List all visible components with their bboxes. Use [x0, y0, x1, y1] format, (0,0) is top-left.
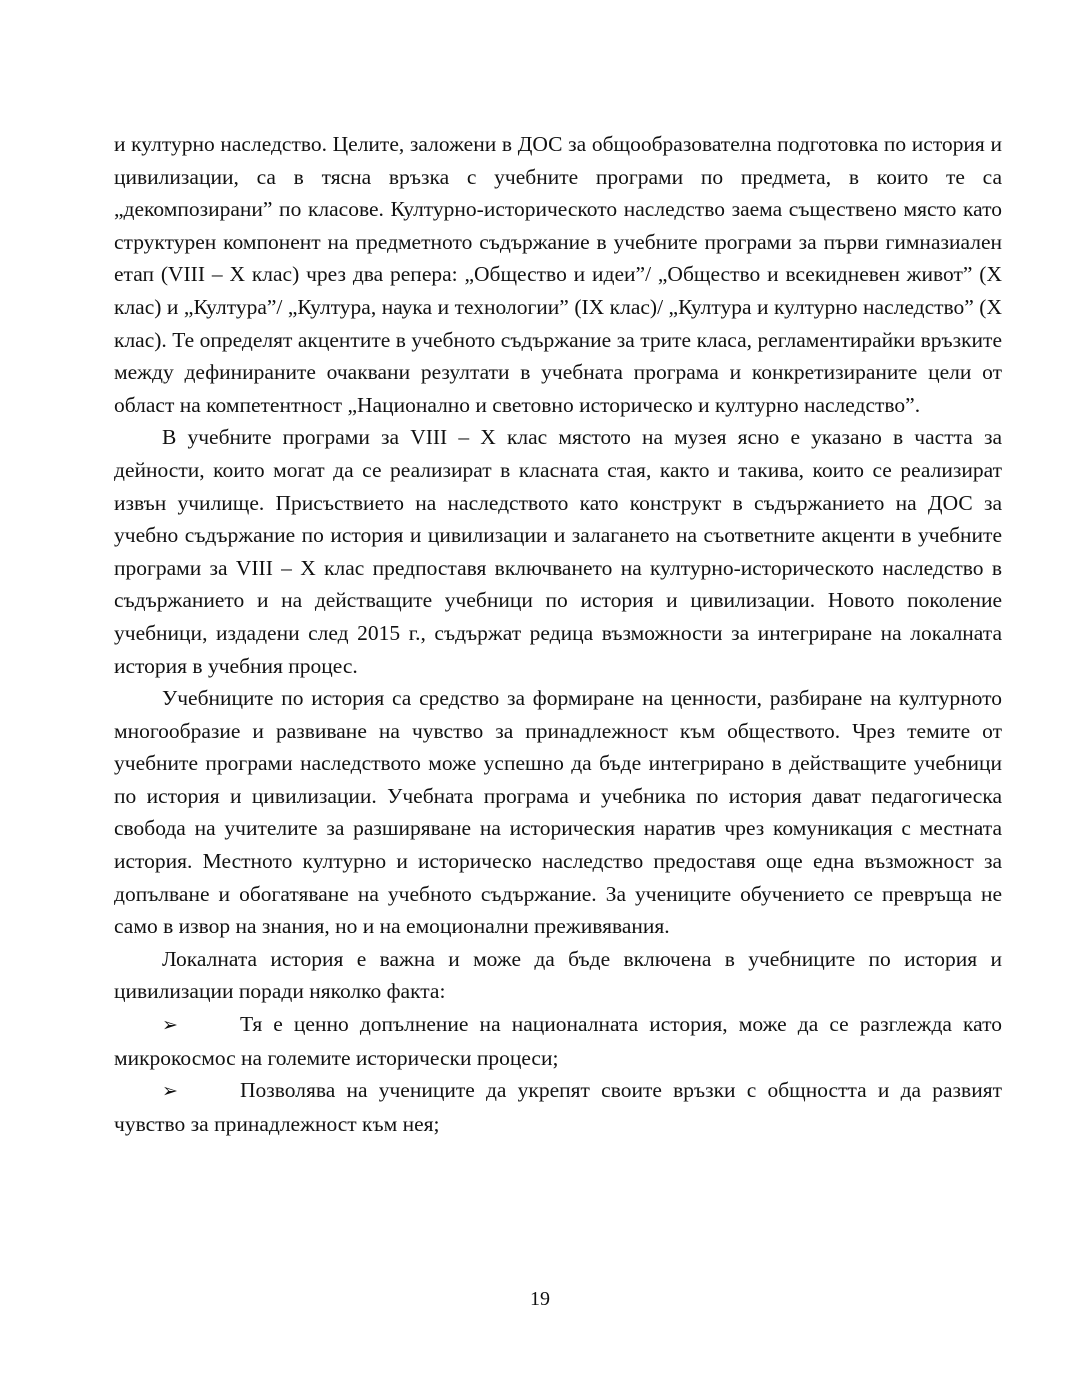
- paragraph-local-history: Локалната история е важна и може да бъде включена в учебниците по история и цивилизации поради няколко факта:: [114, 946, 1002, 1004]
- arrow-bullet-icon: ➢: [162, 1080, 178, 1103]
- body-text: [114, 128, 1002, 1140]
- bullet-item: [114, 1074, 1002, 1140]
- page-number: 19: [530, 1288, 550, 1310]
- arrow-bullet-icon: ➢: [162, 1014, 178, 1037]
- paragraph-textbooks: Учебниците по история са средство за формиране на ценности, разбиране на културното многообразие и развиване на чувство за принадлежност към обществото. Чрез темите от учебните програми наследството може успешно да бъде интегрирано в действащите учебници по история и цивилизации. Учебната програма и учебника по история дават педагогическа свобода на учителите за разширяване на историческия наратив чрез комуникация с местната история. Местното културно и историческо наследство предоставя още една възможност за допълване и обогатяване на учебното съдържание. За учениците обучението се превръща не само в извор на знания, но и на емоционални преживявания.: [114, 686, 1002, 939]
- bullet-text: Тя е ценно допълнение на националната история, може да се разглежда като микрокосмос на големите исторически процеси;: [114, 1012, 1002, 1070]
- paragraph-curricula-museum: В учебните програми за VIII – X клас мястото на музея ясно е указано в частта за дейности, които могат да се реализират в класната стая, както и такива, които се реализират извън училище. Присъствието на наследството като конструкт в съдържанието на ДОС за учебно съдържание по история и цивилизации и залагането на съответните акценти в учебните програми за VIII – X клас предпоставя включването на културно-историческото наследство в съдържанието и на действащите учебници по история и цивилизации. Новото поколение учебници, издадени след 2015 г., съдържат редица възможности за интегриране на локалната история в учебния процес.: [114, 425, 1002, 678]
- bullet-text: Позволява на учениците да укрепят своите връзки с общността и да развият чувство за принадлежност към нея;: [114, 1078, 1002, 1136]
- paragraph-continuation: и културно наследство. Целите, заложени в ДОС за общообразователна подготовка по история и цивилизации, са в тясна връзка с учебните програми по предмета, в които те са „декомпозирани” по класове. Културно-историческото наследство заема съществено място като структурен компонент на предметното съдържание в учебните програми за първи гимназиален етап (VIII – X клас) чрез два репера: „Общество и идеи”/ „Общество и всекидневен живот” (X клас) и „Култура”/ „Култура, наука и технологии” (IX клас)/ „Култура и културно наследство” (X клас). Те определят акцентите в учебното съдържание за трите класа, регламентирайки връзките между дефинираните очаквани резултати в учебната програма и конкретизираните цели от област на компетентност „Национално и световно историческо и културно наследство”.: [114, 132, 1002, 417]
- bullet-item: [114, 1008, 1002, 1074]
